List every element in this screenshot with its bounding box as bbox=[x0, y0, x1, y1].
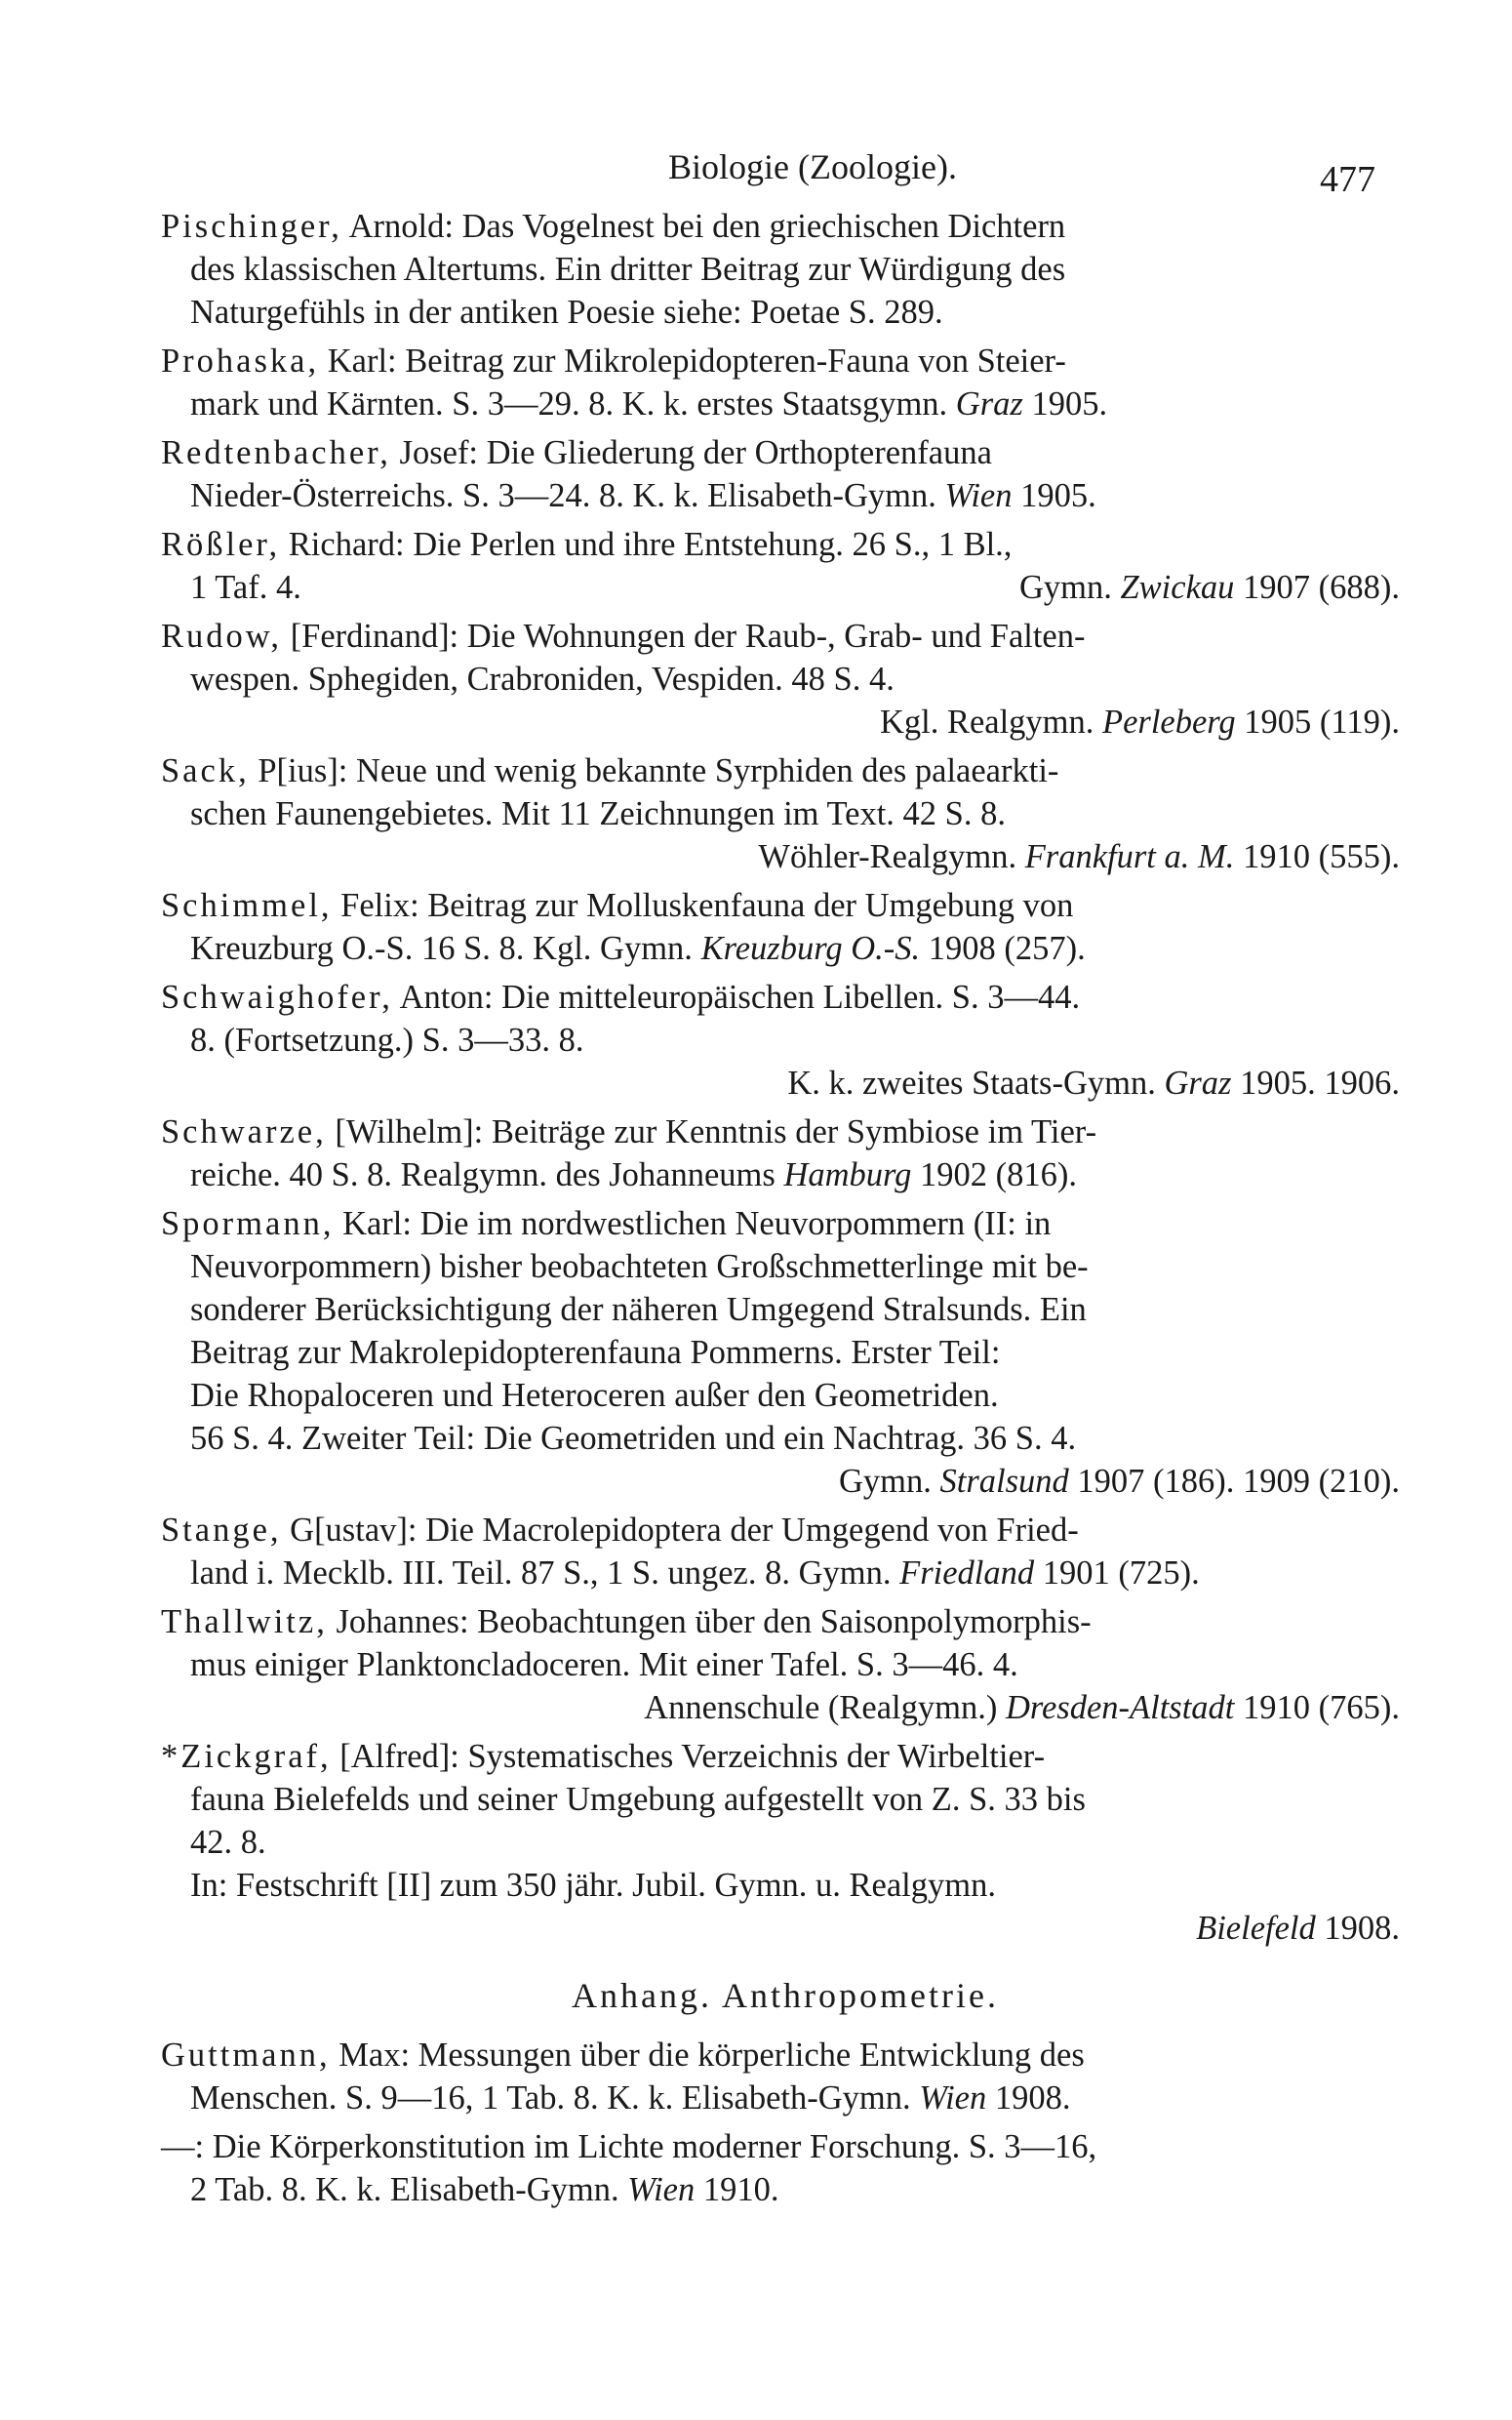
entry-author: Guttmann, bbox=[161, 2037, 331, 2074]
entry-author: Pischinger, bbox=[161, 208, 342, 245]
entry-line: Die Rhopaloceren und Heteroceren außer den Geometriden. bbox=[190, 1377, 999, 1414]
entry-line: Richard: Die Perlen und ihre Entstehung. 26 S., 1 Bl., bbox=[288, 526, 1013, 563]
entry-year: 1902 (816). bbox=[920, 1156, 1078, 1193]
entry-schimmel bbox=[161, 884, 1410, 970]
entry-place: Wien bbox=[919, 2079, 987, 2117]
entry-author: Stange, bbox=[161, 1512, 282, 1549]
entry-stange bbox=[161, 1509, 1410, 1594]
entry-place: Frankfurt a. M. bbox=[1024, 838, 1235, 875]
entry-year: 1910. bbox=[702, 2171, 779, 2208]
entry-guttmann bbox=[161, 2034, 1410, 2119]
page-number: 477 bbox=[1320, 159, 1375, 200]
entry-year: 1907 (186). 1909 (210). bbox=[1077, 1463, 1400, 1500]
entry-year: 1908. bbox=[994, 2079, 1071, 2117]
entry-author: —: bbox=[161, 2128, 205, 2165]
entry-line: Kreuzburg O.-S. 16 S. 8. Kgl. Gymn. bbox=[190, 930, 693, 967]
entry-year: 1910 (555). bbox=[1243, 838, 1400, 875]
entry-rudow bbox=[161, 615, 1410, 744]
running-head: Biologie (Zoologie). bbox=[668, 147, 957, 186]
entry-place: Friedland bbox=[899, 1554, 1035, 1592]
entry-line: fauna Bielefelds und seiner Umgebung aufgestellt von Z. S. 33 bis bbox=[190, 1781, 1086, 1818]
entry-line: wespen. Sphegiden, Crabroniden, Vespiden. 48 S. 4. bbox=[190, 661, 895, 698]
entry-line: reiche. 40 S. 8. Realgymn. des Johanneums bbox=[190, 1156, 776, 1193]
entry-line: [Alfred]: Systematisches Verzeichnis der Wirbeltier- bbox=[339, 1738, 1046, 1775]
entry-line: [Ferdinand]: Die Wohnungen der Raub-, Grab- und Falten- bbox=[290, 618, 1086, 655]
entry-line: 8. (Fortsetzung.) S. 3—33. 8. bbox=[190, 1022, 584, 1059]
entry-spormann bbox=[161, 1202, 1410, 1503]
entry-place: Graz bbox=[1164, 1065, 1232, 1102]
entry-line: land i. Mecklb. III. Teil. 87 S., 1 S. ungez. 8. Gymn. bbox=[190, 1554, 892, 1592]
entry-thallwitz bbox=[161, 1600, 1410, 1729]
entry-school: Kgl. Realgymn. bbox=[879, 704, 1094, 741]
entry-line: Josef: Die Gliederung der Orthopterenfauna bbox=[399, 434, 992, 471]
entry-year: 1907 (688). bbox=[1243, 569, 1400, 606]
entry-line: G[ustav]: Die Macrolepidoptera der Umgegend von Fried- bbox=[290, 1512, 1079, 1549]
entry-school: Wöhler-Realgymn. bbox=[758, 838, 1017, 875]
entry-place: Wien bbox=[944, 477, 1013, 514]
entry-line: P[ius]: Neue und wenig bekannte Syrphiden des palaearkti- bbox=[258, 752, 1059, 789]
entry-line: Naturgefühls in der antiken Poesie siehe: Poetae S. 289. bbox=[190, 294, 943, 331]
entry-schwarze bbox=[161, 1110, 1410, 1196]
entry-year: 1905 (119). bbox=[1244, 704, 1400, 741]
entry-redtenbacher bbox=[161, 431, 1410, 517]
entry-school: Gymn. bbox=[839, 1463, 932, 1500]
entry-line: Karl: Die im nordwestlichen Neuvorpommern (II: in bbox=[342, 1205, 1052, 1242]
entry-place: Kreuzburg O.-S. bbox=[700, 930, 921, 967]
entry-line: Anton: Die mitteleuropäischen Libellen. S. 3—44. bbox=[399, 979, 1081, 1016]
entry-zickgraf bbox=[161, 1735, 1410, 1950]
entry-line: Karl: Beitrag zur Mikrolepidopteren-Fauna von Steier- bbox=[327, 343, 1066, 380]
entry-author: Rößler, bbox=[161, 526, 281, 563]
entry-author: Schwaighofer, bbox=[161, 979, 393, 1016]
entry-place: Zwickau bbox=[1120, 569, 1235, 606]
entry-guttmann-2 bbox=[161, 2125, 1410, 2211]
entry-author: Schimmel, bbox=[161, 887, 333, 924]
entry-place: Dresden-Altstadt bbox=[1005, 1689, 1235, 1726]
entry-line: mus einiger Planktoncladoceren. Mit einer Tafel. S. 3—46. 4. bbox=[190, 1646, 1018, 1683]
entry-author: Rudow, bbox=[161, 618, 283, 655]
entry-line: 56 S. 4. Zweiter Teil: Die Geometriden und ein Nachtrag. 36 S. 4. bbox=[190, 1420, 1077, 1457]
entry-line: [Wilhelm]: Beiträge zur Kenntnis der Symbiose im Tier- bbox=[335, 1113, 1097, 1150]
entry-line: sonderer Berücksichtigung der näheren Umgegend Stralsunds. Ein bbox=[190, 1291, 1087, 1328]
entry-year: 1908. bbox=[1324, 1910, 1400, 1947]
entry-line: 1 Taf. 4. bbox=[190, 569, 301, 606]
entry-line: In: Festschrift [II] zum 350 jähr. Jubil. Gymn. u. Realgymn. bbox=[190, 1867, 996, 1904]
entry-line: Max: Messungen über die körperliche Entwicklung des bbox=[338, 2037, 1085, 2074]
entry-line: Die Körperkonstitution im Lichte moderner Forschung. S. 3—16, bbox=[212, 2128, 1097, 2165]
entry-line: Felix: Beitrag zur Molluskenfauna der Umgebung von bbox=[340, 887, 1074, 924]
entry-schwaighofer bbox=[161, 976, 1410, 1105]
entry-prohaska bbox=[161, 340, 1410, 425]
entry-sack bbox=[161, 749, 1410, 878]
entry-author: *Zickgraf, bbox=[161, 1738, 332, 1775]
entry-place: Wien bbox=[627, 2171, 696, 2208]
page-header bbox=[0, 137, 1512, 200]
entry-line: 42. 8. bbox=[190, 1824, 266, 1861]
entry-author: Spormann, bbox=[161, 1205, 335, 1242]
section-heading: Anhang. Anthropometrie. bbox=[572, 1976, 999, 2015]
entry-author: Sack, bbox=[161, 752, 250, 789]
entry-year: 1905. bbox=[1020, 477, 1096, 514]
entry-line: Neuvorpommern) bisher beobachteten Großschmetterlinge mit be- bbox=[190, 1248, 1089, 1285]
entry-school: K. k. zweites Staats-Gymn. bbox=[787, 1065, 1156, 1102]
entry-line: 2 Tab. 8. K. k. Elisabeth-Gymn. bbox=[190, 2171, 619, 2208]
entry-line: Beitrag zur Makrolepidopterenfauna Pommerns. Erster Teil: bbox=[190, 1334, 1001, 1371]
entry-year: 1908 (257). bbox=[928, 930, 1086, 967]
entry-author: Thallwitz, bbox=[161, 1603, 328, 1640]
entry-author: Schwarze, bbox=[161, 1113, 327, 1150]
entry-year: 1910 (765). bbox=[1243, 1689, 1400, 1726]
bibliography-list bbox=[161, 205, 1410, 2217]
entry-place: Perleberg bbox=[1102, 704, 1236, 741]
entry-place: Graz bbox=[955, 385, 1023, 423]
entry-line: mark und Kärnten. S. 3—29. 8. K. k. erstes Staatsgymn. bbox=[190, 385, 948, 423]
entry-line: Menschen. S. 9—16, 1 Tab. 8. K. k. Elisabeth-Gymn. bbox=[190, 2079, 911, 2117]
entry-pischinger bbox=[161, 205, 1410, 334]
entry-author: Prohaska, bbox=[161, 343, 320, 380]
entry-school: Gymn. bbox=[1018, 569, 1112, 606]
entry-author: Redtenbacher, bbox=[161, 434, 391, 471]
entry-place: Hamburg bbox=[783, 1156, 912, 1193]
entry-place: Stralsund bbox=[939, 1463, 1069, 1500]
entry-year: 1905. bbox=[1031, 385, 1108, 423]
entry-line: Nieder-Österreichs. S. 3—24. 8. K. k. Elisabeth-Gymn. bbox=[190, 477, 936, 514]
entry-year: 1901 (725). bbox=[1042, 1554, 1200, 1592]
entry-line: des klassischen Altertums. Ein dritter Beitrag zur Würdigung des bbox=[190, 251, 1066, 288]
entry-school: Annenschule (Realgymn.) bbox=[644, 1689, 998, 1726]
entry-place: Bielefeld bbox=[1196, 1910, 1316, 1947]
entry-line: Johannes: Beobachtungen über den Saisonpolymorphis- bbox=[336, 1603, 1092, 1640]
entry-year: 1905. 1906. bbox=[1240, 1065, 1400, 1102]
entry-line: Arnold: Das Vogelnest bei den griechischen Dichtern bbox=[348, 208, 1066, 245]
entry-roessler bbox=[161, 523, 1410, 609]
entry-line: schen Faunengebietes. Mit 11 Zeichnungen im Text. 42 S. 8. bbox=[190, 795, 1006, 832]
